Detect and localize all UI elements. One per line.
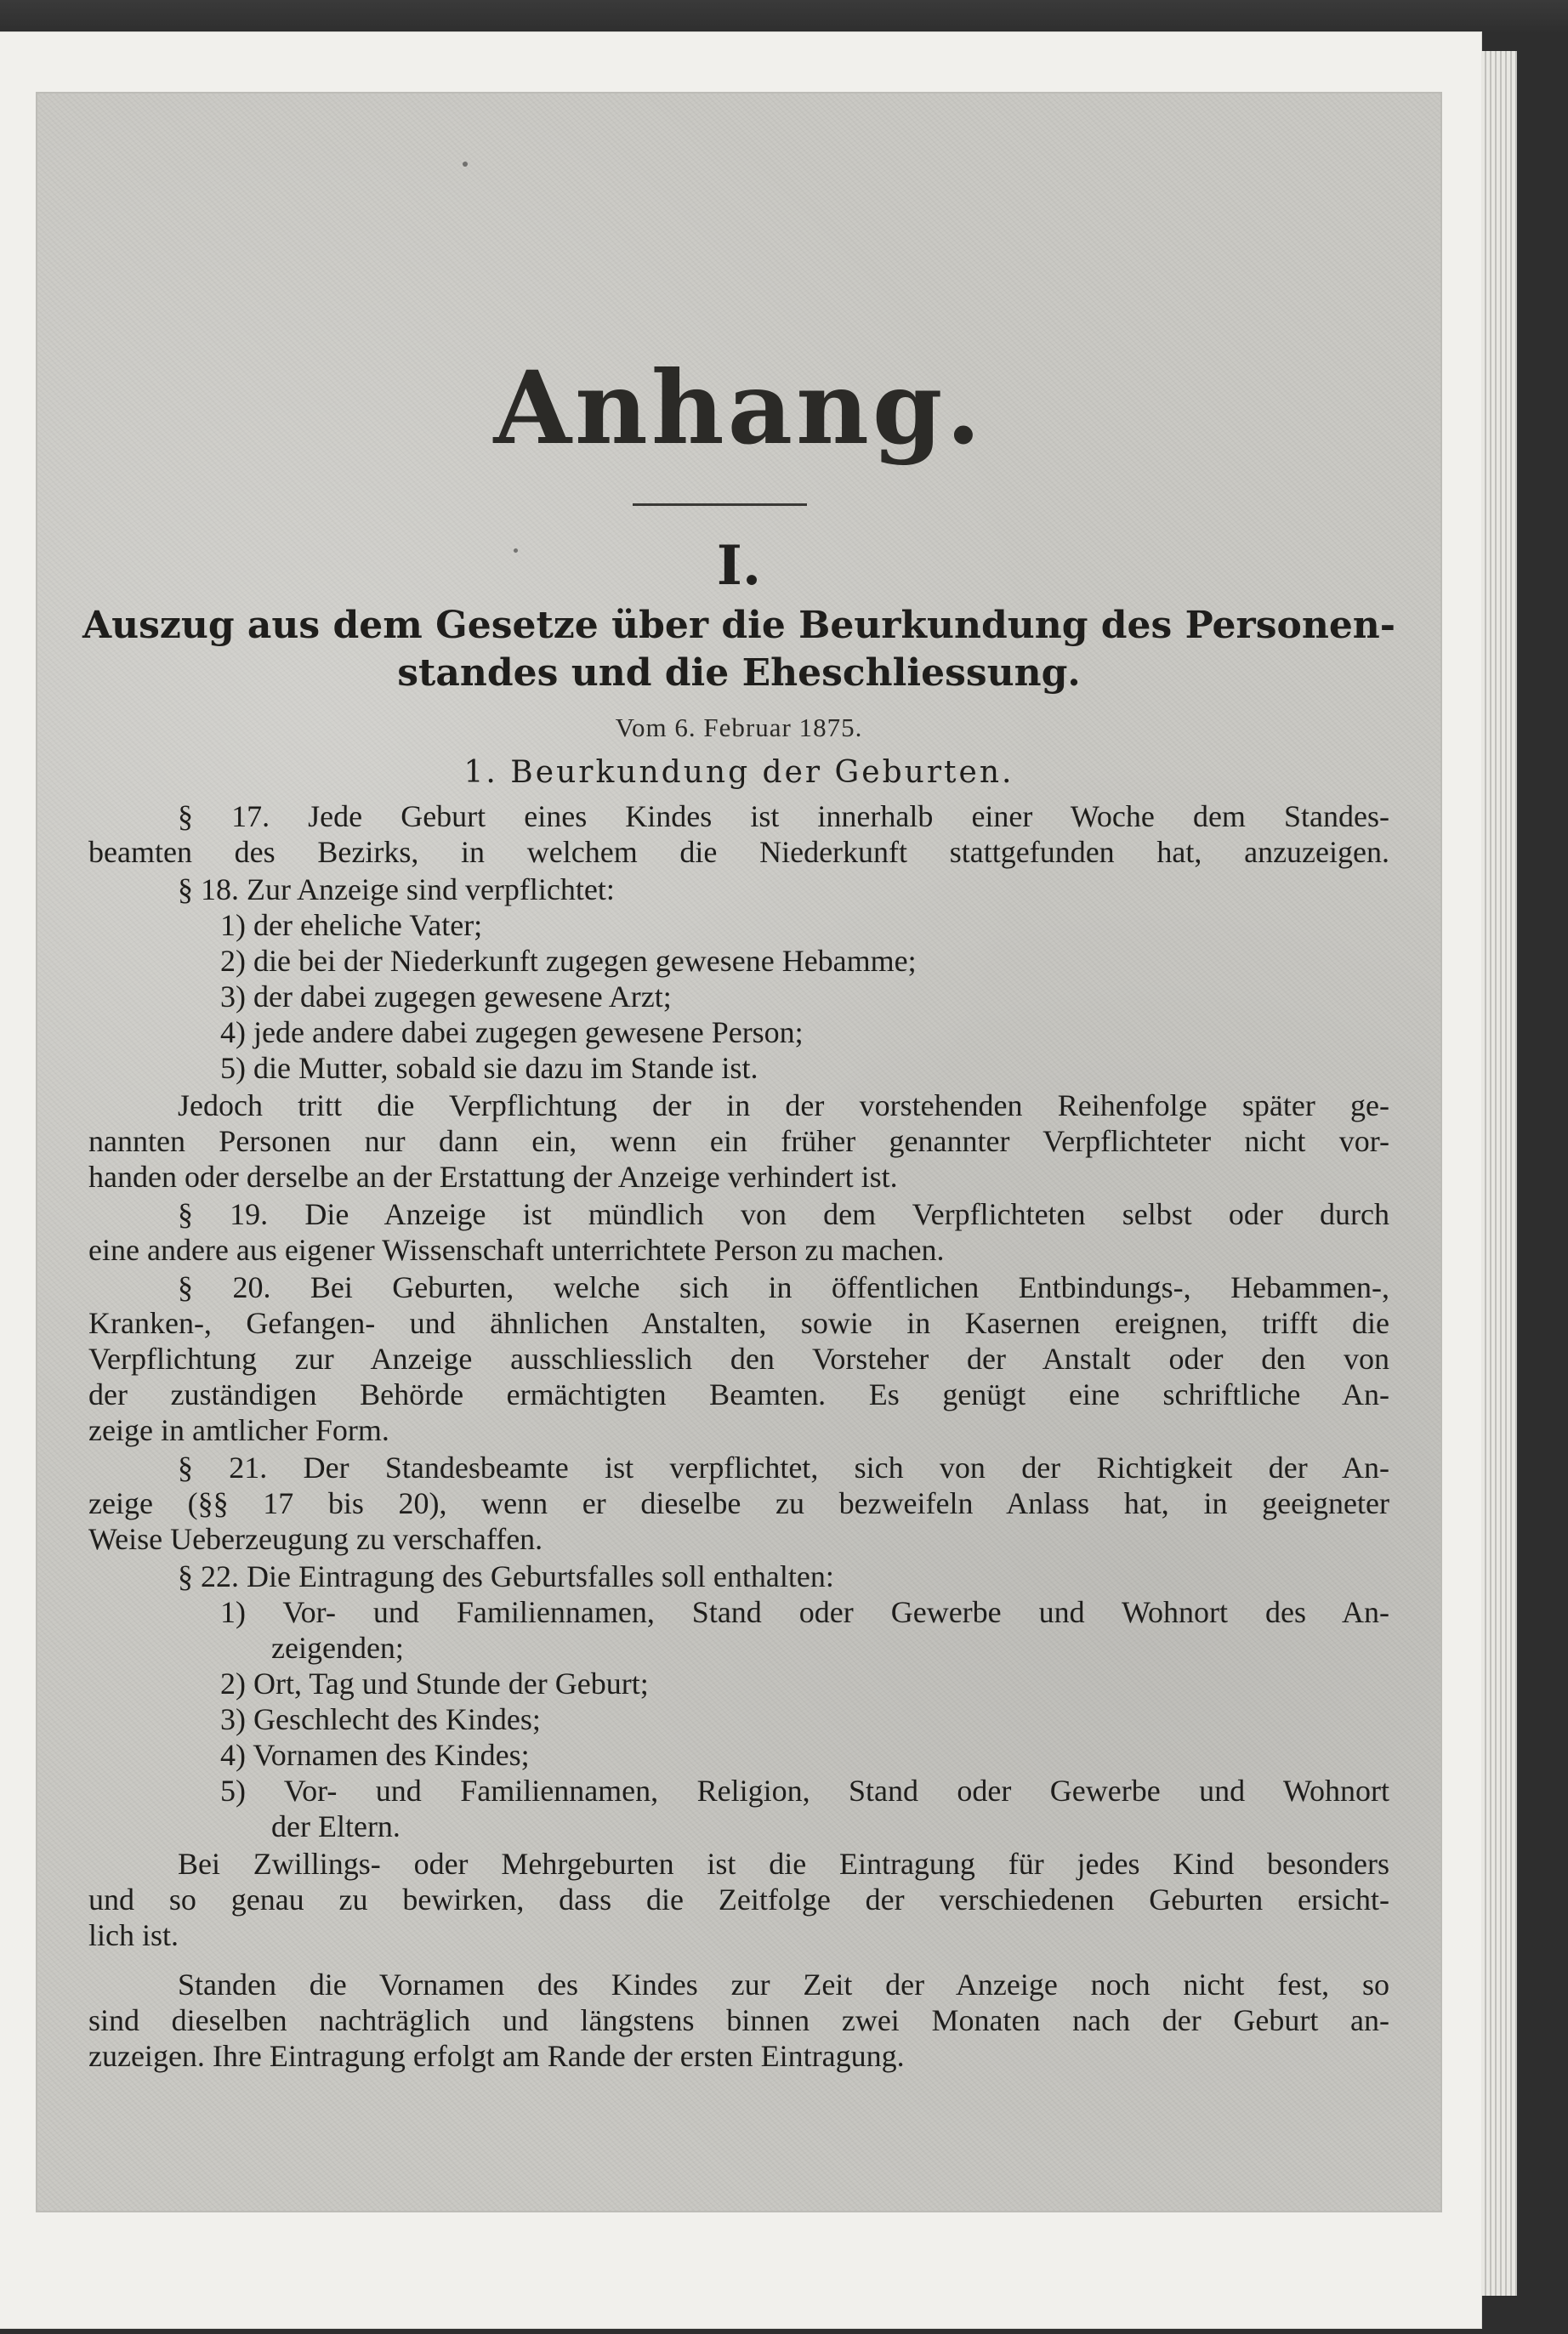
- list-item: 3) Geschlecht des Kindes;: [220, 1702, 541, 1736]
- text-line: sind dieselben nachträglich und längstens binnen zwei Monaten nach der Geburt an-: [88, 2003, 1389, 2037]
- page-title: Anhang.: [493, 349, 985, 467]
- text-line: § 21. Der Standesbeamte ist verpflichtet, sich von der Richtigkeit der An-: [178, 1451, 1389, 1485]
- list-item: 5) Vor- und Familiennamen, Religion, Stand oder Gewerbe und Wohnort: [220, 1774, 1389, 1808]
- text-line: § 17. Jede Geburt eines Kindes ist innerhalb einer Woche dem Standes-: [178, 799, 1389, 833]
- list-item: 5) die Mutter, sobald sie dazu im Stande ist.: [220, 1051, 758, 1085]
- list-item: 2) Ort, Tag und Stunde der Geburt;: [220, 1667, 649, 1701]
- text-line: der zuständigen Behörde ermächtigten Beamten. Es genügt eine schriftliche An-: [88, 1377, 1389, 1411]
- text-line: zeige (§§ 17 bis 20), wenn er dieselbe zu bezweifeln Anlass hat, in geeigneter: [88, 1486, 1389, 1520]
- list-item: 1) Vor- und Familiennamen, Stand oder Gewerbe und Wohnort des An-: [220, 1595, 1389, 1629]
- ink-speck: [463, 162, 468, 167]
- text-line: beamten des Bezirks, in welchem die Niederkunft stattgefunden hat, anzuzeigen.: [88, 835, 1389, 869]
- printed-text-block: [36, 92, 1442, 2212]
- text-line: handen oder derselbe an der Erstattung der Anzeige verhindert ist.: [88, 1160, 898, 1194]
- text-line: Standen die Vornamen des Kindes zur Zeit der Anzeige noch nicht fest, so: [178, 1968, 1389, 2002]
- text-line: eine andere aus eigener Wissenschaft unterrichtete Person zu machen.: [88, 1233, 945, 1267]
- heading-line-2: standes und die Eheschliessung.: [397, 651, 1081, 695]
- text-line: § 20. Bei Geburten, welche sich in öffentlichen Entbindungs-, Hebammen-,: [178, 1270, 1389, 1304]
- title-divider: [633, 503, 807, 506]
- list-item: 3) der dabei zugegen gewesene Arzt;: [220, 980, 672, 1014]
- text-line: § 18. Zur Anzeige sind verpflichtet:: [178, 872, 615, 906]
- list-item: 4) jede andere dabei zugegen gewesene Person;: [220, 1015, 804, 1049]
- book-page-edges: [1481, 51, 1517, 2296]
- list-item: 4) Vornamen des Kindes;: [220, 1738, 530, 1772]
- section-title: 1. Beurkundung der Geburten.: [463, 755, 1014, 790]
- list-item: 1) der eheliche Vater;: [220, 908, 483, 942]
- text-line: und so genau zu bewirken, dass die Zeitfolge der verschiedenen Geburten ersicht-: [88, 1883, 1389, 1917]
- list-item-continuation: der Eltern.: [271, 1809, 401, 1843]
- text-line: Kranken-, Gefangen- und ähnlichen Anstalten, sowie in Kasernen ereignen, trifft die: [88, 1306, 1389, 1340]
- text-line: § 22. Die Eintragung des Geburtsfalles soll enthalten:: [178, 1559, 834, 1593]
- text-line: § 19. Die Anzeige ist mündlich von dem Verpflichteten selbst oder durch: [178, 1197, 1389, 1231]
- text-line: nannten Personen nur dann ein, wenn ein früher genannter Verpflichteter nicht vor-: [88, 1124, 1389, 1158]
- list-item-continuation: zeigenden;: [271, 1631, 404, 1665]
- heading-line-1: Auszug aus dem Gesetze über die Beurkundung des Personen-: [82, 604, 1396, 647]
- text-line: Weise Ueberzeugung zu verschaffen.: [88, 1522, 543, 1556]
- text-line: Jedoch tritt die Verpflichtung der in der vorstehenden Reihenfolge später ge-: [178, 1088, 1389, 1122]
- roman-numeral: I.: [716, 534, 762, 598]
- text-line: zeige in amtlicher Form.: [88, 1413, 389, 1447]
- dateline: Vom 6. Februar 1875.: [615, 713, 863, 742]
- list-item: 2) die bei der Niederkunft zugegen gewesene Hebamme;: [220, 944, 917, 978]
- text-line: Bei Zwillings- oder Mehrgeburten ist die Eintragung für jedes Kind besonders: [178, 1847, 1389, 1881]
- text-line: zuzeigen. Ihre Eintragung erfolgt am Rande der ersten Eintragung.: [88, 2039, 905, 2073]
- text-line: Verpflichtung zur Anzeige ausschliesslich den Vorsteher der Anstalt oder den von: [88, 1342, 1389, 1376]
- text-line: lich ist.: [88, 1918, 179, 1952]
